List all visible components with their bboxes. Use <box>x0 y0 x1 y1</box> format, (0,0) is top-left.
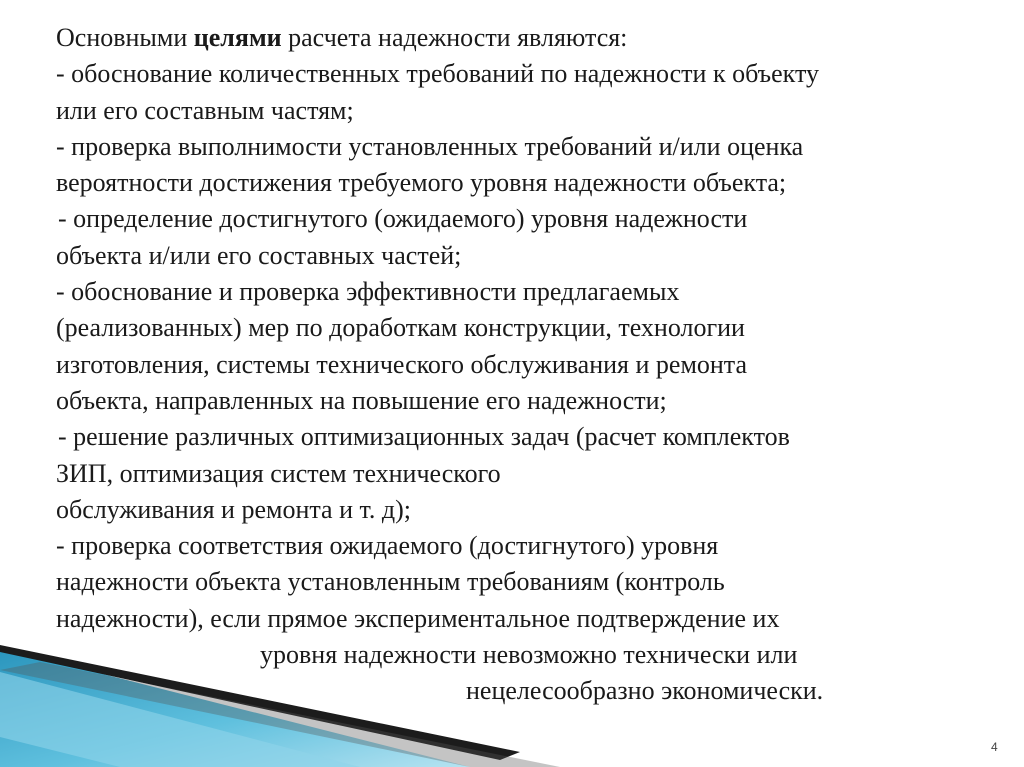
text-line: - решение различных оптимизационных задач (расчет комплектов <box>58 422 790 452</box>
lead-line: Основными целями расчета надежности являются: <box>56 23 628 52</box>
text-line: нецелесообразно экономически. <box>466 676 824 706</box>
lead-bold-word: целями <box>193 23 282 52</box>
text-line: обслуживания и ремонта и т. д); <box>56 494 412 524</box>
text-line: вероятности достижения требуемого уровня надежности объекта; <box>56 168 787 198</box>
text-line: - проверка выполнимости установленных требований и/или оценка <box>56 131 804 161</box>
text-line: ЗИП, оптимизация систем технического <box>56 458 501 488</box>
text-line: надежности), если прямое экспериментальное подтверждение их <box>56 603 780 633</box>
text-line: изготовления, системы технического обслуживания и ремонта <box>56 349 748 379</box>
text-line: надежности объекта установленным требованиям (контроль <box>56 567 725 597</box>
text-line: объекта, направленных на повышение его надежности; <box>56 385 667 415</box>
text-line: - обоснование и проверка эффективности предлагаемых <box>56 277 680 307</box>
text-line: - определение достигнутого (ожидаемого) уровня надежности <box>58 204 748 234</box>
text-line: - проверка соответствия ожидаемого (достигнутого) уровня <box>56 531 719 561</box>
text-line: или его составным частям; <box>56 95 354 125</box>
text-line: (реализованных) мер по доработкам конструкции, технологии <box>56 313 745 343</box>
text-line: уровня надежности невозможно технически или <box>260 640 798 670</box>
text-line: объекта и/или его составных частей; <box>56 240 462 270</box>
text-line: - обоснование количественных требований по надежности к объекту <box>56 59 819 89</box>
page-number: 4 <box>991 740 998 754</box>
slide-body-text <box>56 20 986 710</box>
